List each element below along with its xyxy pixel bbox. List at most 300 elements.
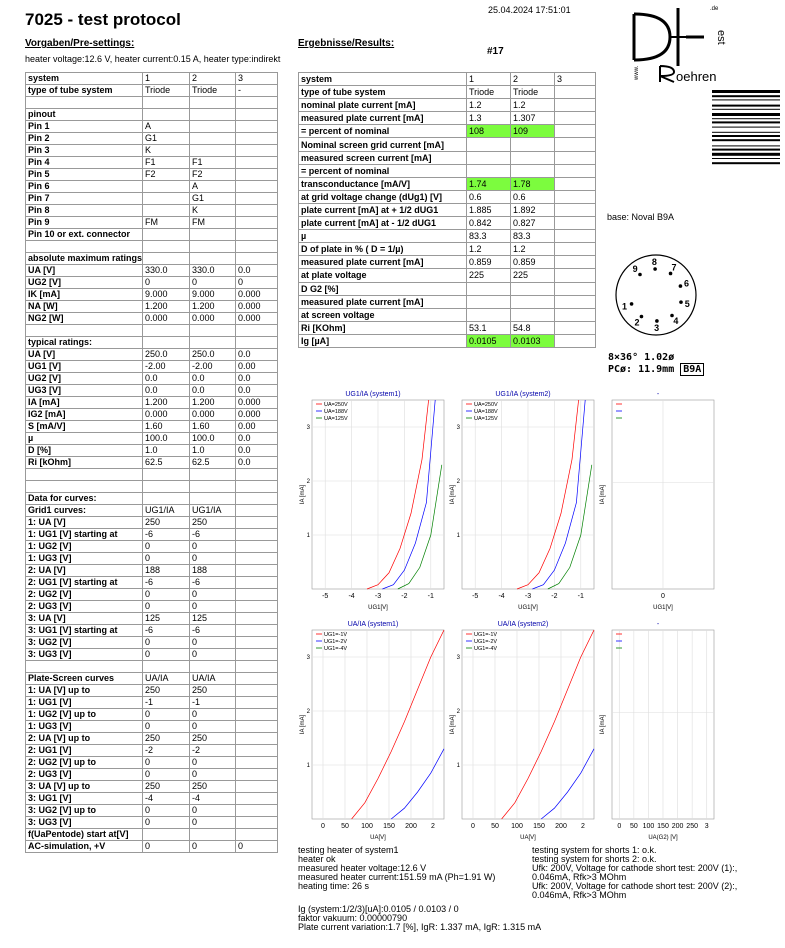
bottom-line: measured heater current:151.59 mA (Ph=1.91 W)	[298, 872, 496, 882]
chart-xtick: 0	[661, 593, 665, 600]
left-table-value: -2.00	[143, 361, 190, 373]
left-table-row	[26, 217, 278, 229]
left-table-value: 0.000	[190, 313, 236, 325]
bottom-line: Ig (system:1/2/3)[uA]:0.0105 / 0.0103 / 0	[298, 904, 459, 914]
socket-pin-label: 9	[632, 263, 638, 274]
right-table-row	[299, 112, 596, 125]
chart-series-line	[502, 630, 594, 819]
chart-xtick: -2	[401, 593, 408, 600]
right-table-value	[555, 112, 596, 125]
barcode-bar	[712, 158, 780, 159]
left-table-value: -6	[190, 625, 236, 637]
left-table-label: 3: UG3 [V]	[26, 649, 143, 661]
left-table-value: 250.0	[143, 349, 190, 361]
left-table-row	[26, 697, 278, 709]
left-table-row	[26, 397, 278, 409]
barcode-bar	[712, 109, 780, 110]
right-table-value: 1.2	[467, 99, 511, 112]
left-table-value: 0	[190, 589, 236, 601]
left-table-value: 0	[190, 649, 236, 661]
left-table-value	[143, 253, 190, 265]
barcode-bar	[712, 121, 780, 123]
chart-xlabel: UA[V]	[370, 835, 386, 841]
right-table-value: 1.2	[511, 99, 555, 112]
left-table-label: 2: UG1 [V] starting at	[26, 577, 143, 589]
left-table-label: 1: UA [V] up to	[26, 685, 143, 697]
bottom-line: testing system for shorts 2: o.k.	[532, 854, 657, 864]
left-table-value: 0	[190, 721, 236, 733]
right-table-value: 0.6	[467, 190, 511, 203]
left-table-value: 0.000	[236, 397, 278, 409]
chart-legend-label: UA=188V	[474, 409, 498, 415]
vacuum-results	[298, 905, 541, 932]
left-table-value	[236, 601, 278, 613]
left-table-value: 0.0	[236, 265, 278, 277]
left-table-value: 0.000	[236, 301, 278, 313]
left-table-row	[26, 337, 278, 349]
left-table-label: 3: UA [V]	[26, 613, 143, 625]
left-table-value: F2	[190, 169, 236, 181]
left-table-row	[26, 685, 278, 697]
heater-settings: heater voltage:12.6 V, heater current:0.15 A, heater type:indirekt	[25, 54, 281, 64]
left-table-label: 3: UG2 [V]	[26, 637, 143, 649]
left-table-value	[236, 337, 278, 349]
left-table-label: D [%]	[26, 445, 143, 457]
left-table-label: 1: UG1 [V]	[26, 697, 143, 709]
left-table-row	[26, 253, 278, 265]
left-table-value: Triode	[143, 85, 190, 97]
left-table-row	[26, 745, 278, 757]
left-table-value	[190, 145, 236, 157]
right-table-label: at plate voltage	[299, 269, 467, 282]
left-table-value	[236, 721, 278, 733]
left-table-row	[26, 577, 278, 589]
chart-title: UA/IA (system2)	[497, 621, 549, 628]
left-table-value: 250	[143, 781, 190, 793]
right-table-label: D G2 [%]	[299, 282, 467, 295]
left-table-label: Pin 3	[26, 145, 143, 157]
left-table-value: -4	[143, 793, 190, 805]
left-table-value: 0	[190, 817, 236, 829]
left-table-value	[190, 253, 236, 265]
left-table-label: Pin 8	[26, 205, 143, 217]
left-table-label: IK [mA]	[26, 289, 143, 301]
right-table-value: 108	[467, 125, 511, 138]
chart-ylabel: IA [mA]	[600, 714, 606, 735]
left-table-value	[236, 613, 278, 625]
left-table-value	[190, 241, 236, 253]
right-table-label: at screen voltage	[299, 308, 467, 321]
left-table-row	[26, 97, 278, 109]
left-table-row	[26, 445, 278, 457]
left-table-value: Triode	[190, 85, 236, 97]
left-table-value	[190, 493, 236, 505]
left-table-value	[190, 229, 236, 241]
left-table-value: F1	[143, 157, 190, 169]
right-table-value	[555, 125, 596, 138]
left-table-label: 3: UG1 [V]	[26, 793, 143, 805]
left-table-value	[143, 205, 190, 217]
bottom-line: testing system for shorts 1: o.k.	[532, 845, 657, 855]
chart-xtick: 200	[405, 823, 417, 830]
socket-code: B9A	[680, 363, 704, 376]
left-table-value: -2	[190, 745, 236, 757]
barcode-bar	[712, 105, 780, 107]
left-table-value: 0	[190, 277, 236, 289]
left-table-label: µ	[26, 433, 143, 445]
left-table-value: -6	[143, 625, 190, 637]
right-table-value	[555, 256, 596, 269]
left-table-value: A	[143, 121, 190, 133]
right-table-value: Triode	[467, 86, 511, 99]
barcode-bar	[712, 153, 780, 156]
left-table-value: 0.0	[190, 385, 236, 397]
socket-pin-label: 1	[621, 301, 628, 312]
left-table-label: Pin 2	[26, 133, 143, 145]
chart-ytick: 1	[456, 533, 460, 539]
left-table-value: 250	[143, 685, 190, 697]
left-table-value	[143, 181, 190, 193]
chart-xtick: -5	[322, 593, 329, 600]
right-table-value: 225	[511, 269, 555, 282]
left-table-value: 188	[190, 565, 236, 577]
barcode-bar	[712, 127, 780, 128]
right-table-row	[299, 321, 596, 334]
left-table-label: UA [V]	[26, 349, 143, 361]
left-table-value: -4	[190, 793, 236, 805]
left-table-value: 330.0	[143, 265, 190, 277]
left-table-row	[26, 673, 278, 685]
left-table-value: 0	[143, 805, 190, 817]
left-table-value: K	[190, 205, 236, 217]
left-table-value: 250	[143, 733, 190, 745]
left-table-value	[236, 193, 278, 205]
left-table-label: NG2 [W]	[26, 313, 143, 325]
chart-xtick: 0	[471, 823, 475, 830]
left-table-row	[26, 613, 278, 625]
left-table-value	[143, 493, 190, 505]
left-table-value: UG1/IA	[190, 505, 236, 517]
barcode-bar	[712, 132, 780, 133]
logo-est: est	[715, 30, 727, 45]
left-table-row	[26, 829, 278, 841]
left-table-value: 0	[190, 541, 236, 553]
left-table-value	[190, 97, 236, 109]
right-table-value	[555, 243, 596, 256]
left-table-row	[26, 469, 278, 481]
barcode-bar	[712, 95, 780, 97]
right-table-value: 0.842	[467, 217, 511, 230]
left-table-value: 0	[143, 601, 190, 613]
right-table-row	[299, 230, 596, 243]
left-table-row	[26, 457, 278, 469]
left-table-value	[236, 673, 278, 685]
left-table-label: Pin 6	[26, 181, 143, 193]
right-table-value	[467, 308, 511, 321]
left-table-label: S [mA/V]	[26, 421, 143, 433]
left-table-value	[236, 565, 278, 577]
left-table-value: 0.000	[143, 313, 190, 325]
left-table-value	[236, 253, 278, 265]
left-table-value: 250	[190, 781, 236, 793]
left-table-value: UG1/IA	[143, 505, 190, 517]
right-table-value	[555, 151, 596, 164]
left-table-row	[26, 205, 278, 217]
right-table-value: 225	[467, 269, 511, 282]
chart-xtick: -3	[374, 593, 382, 600]
socket-pin-label: 5	[684, 299, 690, 310]
socket-pin-label: 6	[684, 278, 690, 289]
socket-pin	[653, 267, 657, 271]
left-table-row	[26, 625, 278, 637]
left-table-value	[236, 817, 278, 829]
right-table-row	[299, 243, 596, 256]
roehren-test-logo	[630, 2, 727, 84]
left-table-value: 0	[143, 277, 190, 289]
left-table-value: G1	[143, 133, 190, 145]
left-table-label: type of tube system	[26, 85, 143, 97]
left-table-label: UG3 [V]	[26, 385, 143, 397]
chart-series-line	[352, 630, 444, 819]
left-table-value: 0	[143, 649, 190, 661]
chart-ua-ia-system1	[298, 616, 448, 841]
left-table-row	[26, 709, 278, 721]
chart-ytick: 3	[456, 655, 460, 661]
left-table-value	[143, 829, 190, 841]
left-table-label: 2: UG2 [V]	[26, 589, 143, 601]
left-table-label: IG2 [mA]	[26, 409, 143, 421]
left-table-value	[236, 505, 278, 517]
right-table-label: measured plate current [mA]	[299, 295, 467, 308]
left-table-value: 188	[143, 565, 190, 577]
chart-xtick: -5	[472, 593, 479, 600]
left-table-value	[236, 805, 278, 817]
left-table-value	[236, 109, 278, 121]
chart-ylabel: IA [mA]	[450, 714, 456, 735]
left-table-row	[26, 661, 278, 673]
right-table-row	[299, 86, 596, 99]
left-table-label: Ri [kOhm]	[26, 457, 143, 469]
left-table-value: K	[143, 145, 190, 157]
bottom-line: heater ok	[298, 854, 336, 864]
chart-xtick: 2	[581, 823, 585, 830]
socket-pitch-text: PCø: 11.9mm	[608, 364, 675, 375]
left-table-row	[26, 241, 278, 253]
left-table-row	[26, 229, 278, 241]
logo-de: .de	[710, 6, 719, 12]
chart-xtick: 200	[555, 823, 567, 830]
left-table-value: 9.000	[143, 289, 190, 301]
socket-pin-label: 3	[654, 322, 660, 333]
right-table-value: 53.1	[467, 321, 511, 334]
left-table-value: UA/IA	[143, 673, 190, 685]
right-table-value: 1.74	[467, 177, 511, 190]
left-table-row	[26, 517, 278, 529]
right-table-label: at grid voltage change (dUg1) [V]	[299, 190, 467, 203]
left-table-row	[26, 721, 278, 733]
left-table-value	[236, 529, 278, 541]
right-table-label: plate current [mA] at + 1/2 dUG1	[299, 203, 467, 216]
right-table-label: type of tube system	[299, 86, 467, 99]
left-table-value	[236, 157, 278, 169]
left-table-value: 330.0	[190, 265, 236, 277]
right-table-value	[511, 138, 555, 151]
chart-xtick: 0	[321, 823, 325, 830]
right-table-row	[299, 125, 596, 138]
chart-ug1-ia-system2	[448, 386, 598, 611]
left-table-value: 0.0	[236, 349, 278, 361]
chart-title: UA/IA (system1)	[347, 621, 399, 628]
left-table-value	[236, 469, 278, 481]
barcode-bar	[712, 145, 780, 146]
left-table-value	[236, 133, 278, 145]
chart-xlabel: UG1[V]	[653, 605, 673, 611]
left-table-row	[26, 553, 278, 565]
left-table-row	[26, 733, 278, 745]
left-table-value: 1.200	[190, 301, 236, 313]
chart-ytick: 2	[306, 479, 310, 485]
right-table-value: 0.0103	[511, 334, 555, 347]
heater-test-results	[298, 846, 495, 891]
left-table-row	[26, 637, 278, 649]
left-table-row	[26, 409, 278, 421]
right-table-value: 1.2	[467, 243, 511, 256]
left-table-row	[26, 433, 278, 445]
chart-frame	[312, 630, 444, 819]
chart-xlabel: UA[V]	[520, 835, 536, 841]
right-table-label: = percent of nominal	[299, 125, 467, 138]
presettings-table	[25, 72, 278, 853]
left-table-label	[26, 97, 143, 109]
left-table-value: 0	[236, 277, 278, 289]
bottom-line: 0.046mA, Rfk>3 MOhm	[532, 890, 627, 900]
left-table-value	[190, 481, 236, 493]
right-table-row	[299, 308, 596, 321]
left-table-label: 3: UG2 [V] up to	[26, 805, 143, 817]
left-table-value: 0.00	[236, 361, 278, 373]
right-table-value	[555, 269, 596, 282]
right-table-value: 0.859	[467, 256, 511, 269]
left-table-label: 1: UG3 [V]	[26, 553, 143, 565]
socket-pin	[638, 273, 642, 277]
socket-pin	[640, 315, 644, 319]
right-table-value: 54.8	[511, 321, 555, 334]
left-table-value	[236, 481, 278, 493]
left-table-value	[236, 781, 278, 793]
right-table-value	[555, 295, 596, 308]
chart-title: UG1/IA (system1)	[345, 391, 401, 398]
left-table-row	[26, 157, 278, 169]
left-table-value	[143, 469, 190, 481]
left-table-row	[26, 589, 278, 601]
right-table-value: 1.885	[467, 203, 511, 216]
right-table-value: Triode	[511, 86, 555, 99]
chart-legend-label: UG1=-1V	[324, 632, 348, 638]
left-table-label: 2: UG3 [V]	[26, 769, 143, 781]
chart-series-line	[382, 400, 435, 589]
left-table-row	[26, 505, 278, 517]
chart-legend-label: UG1=-2V	[324, 639, 348, 645]
right-table-row	[299, 190, 596, 203]
right-table-value: 83.3	[511, 230, 555, 243]
left-table-value	[143, 229, 190, 241]
left-table-value: 1.0	[190, 445, 236, 457]
left-table-value: 1.60	[143, 421, 190, 433]
left-table-value: 0	[143, 841, 190, 853]
left-table-value	[236, 145, 278, 157]
chart-ylabel: IA [mA]	[300, 484, 306, 505]
left-table-row	[26, 373, 278, 385]
right-table-value	[555, 321, 596, 334]
right-table-row	[299, 334, 596, 347]
chart-ytick: 3	[456, 425, 460, 431]
left-table-label	[26, 469, 143, 481]
left-table-value: 3	[236, 73, 278, 85]
bottom-line: heating time: 26 s	[298, 881, 370, 891]
chart-ytick: 3	[306, 425, 310, 431]
left-table-value: 0	[190, 637, 236, 649]
left-table-row	[26, 841, 278, 853]
left-table-label: 2: UG1 [V]	[26, 745, 143, 757]
left-table-value: 0.000	[143, 409, 190, 421]
left-table-value	[236, 685, 278, 697]
left-table-value: -6	[190, 529, 236, 541]
left-table-value: 100.0	[143, 433, 190, 445]
left-table-value: FM	[190, 217, 236, 229]
right-table-value	[511, 151, 555, 164]
left-table-value	[190, 469, 236, 481]
right-table-value	[555, 203, 596, 216]
left-table-row	[26, 181, 278, 193]
left-table-value	[236, 637, 278, 649]
left-table-row	[26, 601, 278, 613]
right-table-row	[299, 256, 596, 269]
right-table-label: Nominal screen grid current [mA]	[299, 138, 467, 151]
left-table-row	[26, 349, 278, 361]
chart-ylabel: IA [mA]	[600, 484, 606, 505]
left-table-label: UG2 [V]	[26, 277, 143, 289]
chart-title: -	[656, 621, 660, 628]
socket-pin	[679, 284, 683, 288]
chart-xtick: 100	[361, 823, 373, 830]
bottom-line: faktor vakuum: 0.00000790	[298, 913, 408, 923]
left-table-label: 1: UG1 [V] starting at	[26, 529, 143, 541]
left-table-value: 0.0	[236, 445, 278, 457]
right-table-label: nominal plate current [mA]	[299, 99, 467, 112]
chart-xtick: -1	[427, 593, 434, 600]
left-table-value: 1.0	[143, 445, 190, 457]
socket-pin-label: 2	[634, 317, 640, 328]
chart-ylabel: IA [mA]	[450, 484, 456, 505]
left-table-value: 0	[190, 769, 236, 781]
chart-xtick: 200	[671, 823, 684, 830]
chart-title: UG1/IA (system2)	[495, 391, 551, 398]
left-table-row	[26, 649, 278, 661]
barcode-bar	[712, 90, 780, 93]
right-table-row	[299, 99, 596, 112]
right-table-label: Ig [µA]	[299, 334, 467, 347]
socket-dimensions: 8×36° 1.02ø	[608, 352, 675, 363]
left-table-label: UG1 [V]	[26, 361, 143, 373]
left-table-row	[26, 145, 278, 157]
right-table-value	[511, 295, 555, 308]
left-table-label: absolute maximum ratings	[26, 253, 143, 265]
left-table-value	[143, 337, 190, 349]
right-table-value	[467, 164, 511, 177]
left-table-value: 62.5	[143, 457, 190, 469]
left-table-value	[236, 217, 278, 229]
left-table-label: Pin 7	[26, 193, 143, 205]
